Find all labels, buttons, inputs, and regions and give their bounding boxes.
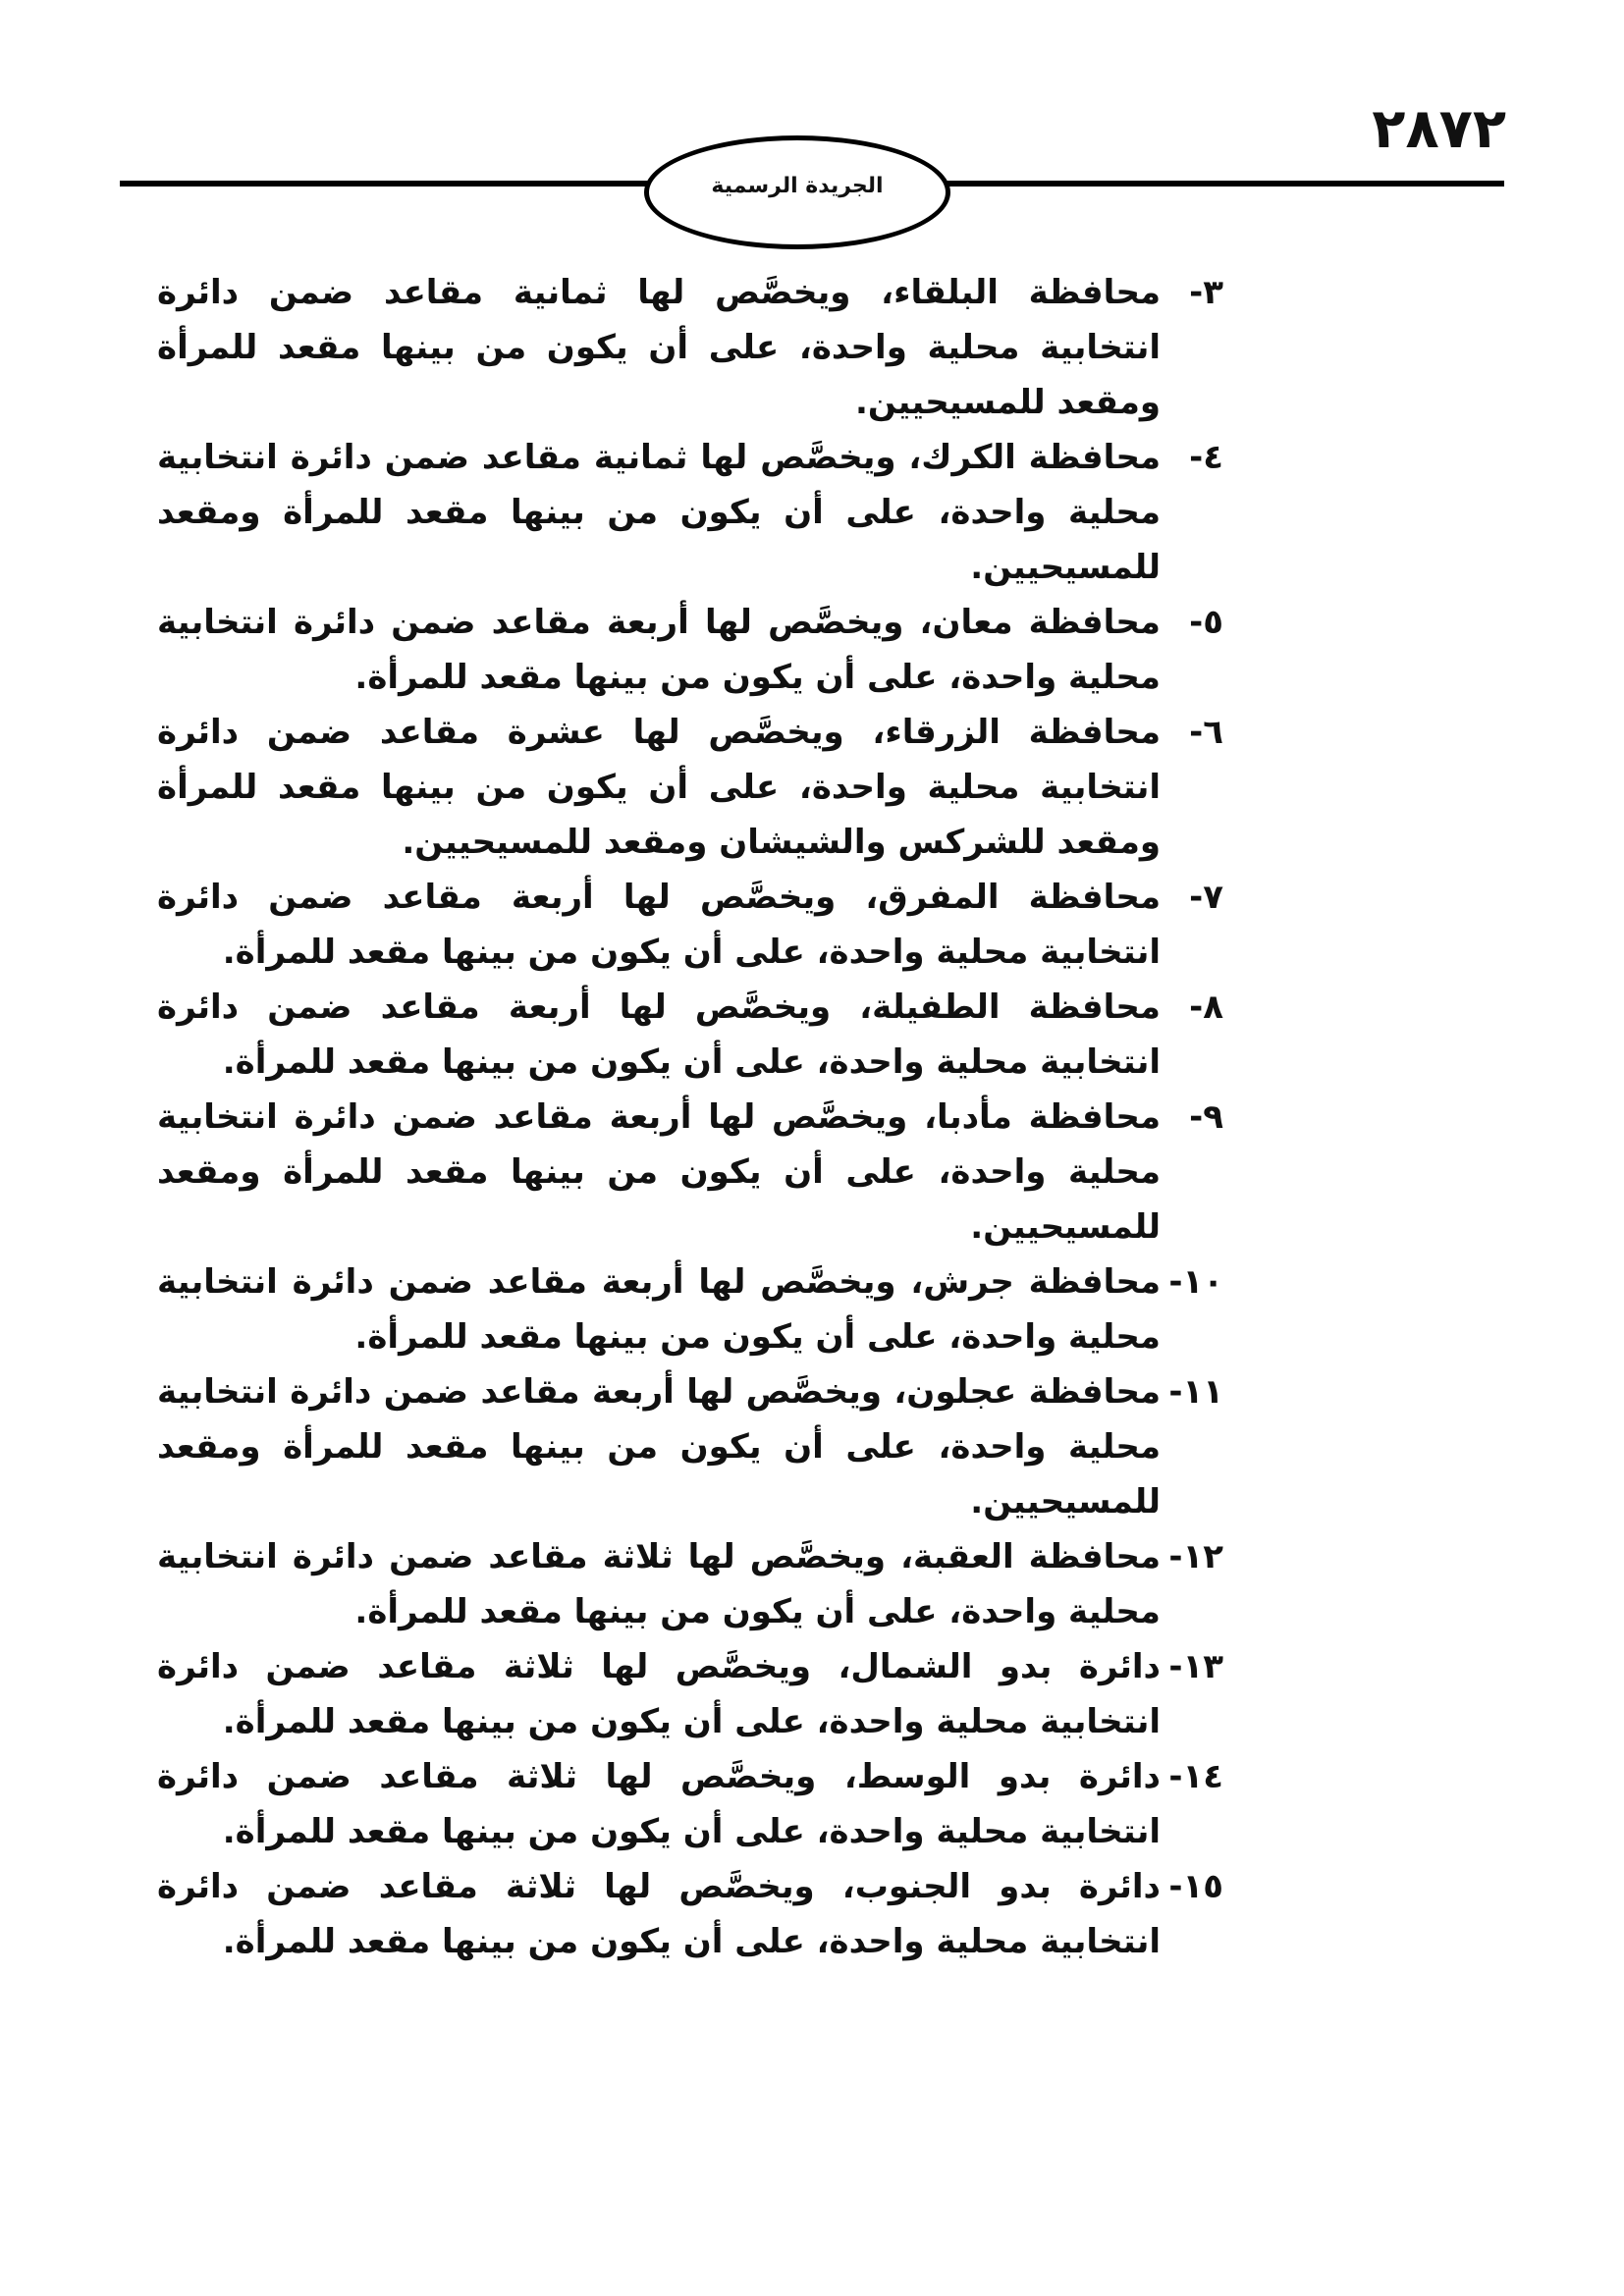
item-text: محافظة معان، ويخصَّص لها أربعة مقاعد ضمن دائرة انتخابية محلية واحدة، على أن يكون من بينها مقعد للمرأة. [157, 603, 1161, 697]
list-item [157, 265, 1223, 430]
item-number: ١٤- [1168, 1757, 1223, 1796]
item-number: ١١- [1168, 1372, 1223, 1412]
item-text: دائرة بدو الوسط، ويخصَّص لها ثلاثة مقاعد ضمن دائرة انتخابية محلية واحدة، على أن يكون من بينها مقعد للمرأة. [157, 1757, 1161, 1851]
item-number: ١٢- [1168, 1537, 1223, 1576]
item-text: محافظة العقبة، ويخصَّص لها ثلاثة مقاعد ضمن دائرة انتخابية محلية واحدة، على أن يكون من بينها مقعد للمرأة. [157, 1537, 1161, 1631]
article-body [157, 265, 1223, 1969]
page-number: ٢٨٧٢ [1372, 97, 1506, 161]
item-text: دائرة بدو الشمال، ويخصَّص لها ثلاثة مقاعد ضمن دائرة انتخابية محلية واحدة، على أن يكون من بينها مقعد للمرأة. [157, 1647, 1161, 1741]
list-item [157, 1859, 1223, 1969]
list-item [157, 1255, 1223, 1364]
item-number: ٧- [1189, 878, 1223, 917]
item-text: محافظة جرش، ويخصَّص لها أربعة مقاعد ضمن دائرة انتخابية محلية واحدة، على أن يكون من بينها مقعد للمرأة. [157, 1262, 1161, 1357]
gazette-title: الجريدة الرسمية [711, 173, 884, 198]
item-number: ١٠- [1168, 1262, 1223, 1302]
item-text: محافظة الزرقاء، ويخصَّص لها عشرة مقاعد ضمن دائرة انتخابية محلية واحدة، على أن يكون من بينها مقعد للمرأة ومقعد للشركس والشيشان ومقعد للمسيحيين. [157, 713, 1161, 862]
item-number: ٩- [1189, 1097, 1223, 1137]
item-number: ٦- [1189, 713, 1223, 752]
item-number: ٤- [1189, 438, 1223, 477]
list-item [157, 870, 1223, 980]
item-text: محافظة مأدبا، ويخصَّص لها أربعة مقاعد ضمن دائرة انتخابية محلية واحدة، على أن يكون من بينها مقعد للمرأة ومقعد للمسيحيين. [157, 1097, 1161, 1247]
list-item [157, 1090, 1223, 1255]
item-number: ١٣- [1168, 1647, 1223, 1686]
item-text: محافظة الكرك، ويخصَّص لها ثمانية مقاعد ضمن دائرة انتخابية محلية واحدة، على أن يكون من بينها مقعد للمرأة ومقعد للمسيحيين. [157, 438, 1161, 587]
list-item [157, 1364, 1223, 1529]
item-text: محافظة البلقاء، ويخصَّص لها ثمانية مقاعد ضمن دائرة انتخابية محلية واحدة، على أن يكون من بينها مقعد للمرأة ومقعد للمسيحيين. [157, 273, 1161, 422]
gazette-title-oval [644, 135, 950, 249]
list-item [157, 430, 1223, 595]
item-number: ١٥- [1168, 1867, 1223, 1906]
list-item [157, 980, 1223, 1090]
item-number: ٣- [1189, 273, 1223, 312]
item-text: محافظة عجلون، ويخصَّص لها أربعة مقاعد ضمن دائرة انتخابية محلية واحدة، على أن يكون من بينها مقعد للمرأة ومقعد للمسيحيين. [157, 1372, 1161, 1522]
list-item [157, 1529, 1223, 1639]
list-item [157, 1749, 1223, 1859]
item-text: محافظة الطفيلة، ويخصَّص لها أربعة مقاعد ضمن دائرة انتخابية محلية واحدة، على أن يكون من بينها مقعد للمرأة. [157, 988, 1161, 1082]
item-number: ٨- [1189, 988, 1223, 1027]
list-item [157, 705, 1223, 870]
item-text: دائرة بدو الجنوب، ويخصَّص لها ثلاثة مقاعد ضمن دائرة انتخابية محلية واحدة، على أن يكون من بينها مقعد للمرأة. [157, 1867, 1161, 1961]
item-text: محافظة المفرق، ويخصَّص لها أربعة مقاعد ضمن دائرة انتخابية محلية واحدة، على أن يكون من بينها مقعد للمرأة. [157, 878, 1161, 972]
list-item [157, 1639, 1223, 1749]
item-number: ٥- [1189, 603, 1223, 642]
list-item [157, 595, 1223, 705]
